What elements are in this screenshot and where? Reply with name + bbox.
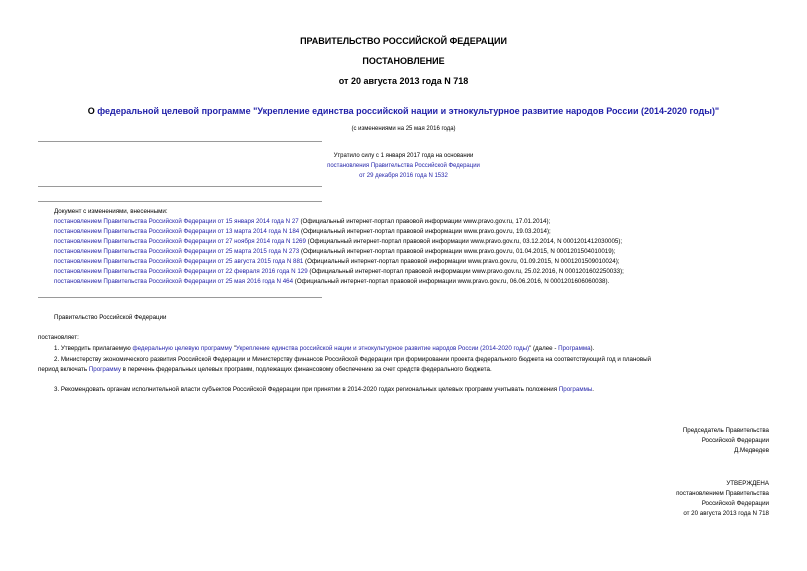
approval-block bbox=[676, 479, 769, 519]
amendment-source: (Официальный интернет-портал правовой информации www.pravo.gov.ru, 19.03.2014); bbox=[299, 228, 551, 235]
amendment-item bbox=[54, 257, 624, 267]
amendment-source: (Официальный интернет-портал правовой информации www.pravo.gov.ru, 01.04.2015, N 0001201504010019); bbox=[299, 248, 616, 255]
amendment-item bbox=[54, 247, 624, 257]
paragraph-1 bbox=[54, 344, 594, 354]
divider bbox=[38, 186, 322, 187]
amendment-source: (Официальный интернет-портал правовой информации www.pravo.gov.ru, 17.01.2014); bbox=[298, 218, 551, 225]
signature-block bbox=[683, 426, 769, 456]
p1-text: ). bbox=[590, 345, 595, 352]
amendment-source: (Официальный интернет-портал правовой информации www.pravo.gov.ru, 25.02.2016, N 0001201602250033); bbox=[307, 268, 624, 275]
decrees-word: постановляет: bbox=[38, 334, 79, 341]
amendment-decree-link[interactable]: постановлением Правительства Российской Федерации от 25 марта 2015 года N 273 bbox=[54, 248, 300, 255]
approval-word: УТВЕРЖДЕНА bbox=[726, 480, 769, 487]
signature-title: Председатель Правительства bbox=[682, 427, 769, 434]
signature-name: Д.Медведев bbox=[734, 447, 769, 454]
changes-note: (с изменениями на 25 мая 2016 года) bbox=[351, 126, 456, 132]
amendments-list bbox=[54, 217, 624, 287]
expired-notice: Утратило силу с 1 января 2017 года на основании bbox=[333, 153, 474, 159]
p2-text: период включать bbox=[38, 366, 89, 373]
amendment-item bbox=[54, 277, 624, 287]
title-prefix: О bbox=[87, 106, 98, 116]
p3-text: . bbox=[592, 386, 595, 393]
expired-decree-link[interactable]: постановления Правительства Российской Федерации bbox=[327, 163, 480, 169]
p1-text: " bbox=[231, 345, 236, 352]
amendment-item bbox=[54, 217, 624, 227]
amendment-decree-link[interactable]: постановлением Правительства Российской Федерации от 25 мая 2016 года N 464 bbox=[54, 278, 294, 285]
paragraph-3 bbox=[54, 385, 594, 395]
amendment-source: (Официальный интернет-портал правовой информации www.pravo.gov.ru, 03.12.2014, N 0001201412030005); bbox=[305, 238, 623, 245]
approval-org: Российской Федерации bbox=[701, 500, 769, 507]
government-heading: ПРАВИТЕЛЬСТВО РОССИЙСКОЙ ФЕДЕРАЦИИ bbox=[300, 36, 507, 46]
program-ref-link[interactable]: Программы bbox=[558, 386, 593, 393]
paragraph-2-line-1: 2. Министерству экономического развития Российской Федерации и Министерству финансов Российской Федерации при формировании проекта федерального бюджета на соответствующий год и плановый bbox=[54, 356, 652, 363]
expired-decree-date-link[interactable]: от 29 декабря 2016 года N 1532 bbox=[359, 173, 448, 179]
approval-decree: постановлением Правительства bbox=[676, 490, 769, 497]
p2-text: в перечень федеральных целевых программ, подлежащих финансовому обеспечению за счет средств федерального бюджета. bbox=[120, 366, 492, 373]
amendment-source: (Официальный интернет-портал правовой информации www.pravo.gov.ru, 06.06.2016, N 0001201606060038). bbox=[293, 278, 610, 285]
program-ref-link[interactable]: Программа bbox=[558, 345, 591, 352]
program-name-link[interactable]: Укрепление единства российской нации и этнокультурное развитие народов России (2014-2020 годы) bbox=[235, 345, 530, 352]
signature-org: Российской Федерации bbox=[701, 437, 769, 444]
amendment-item bbox=[54, 237, 624, 247]
date-number-heading: от 20 августа 2013 года N 718 bbox=[338, 76, 469, 86]
divider bbox=[38, 201, 322, 202]
p3-text: 3. Рекомендовать органам исполнительной власти субъектов Российской Федерации при принятии в 2014-2020 годах региональных целевых программ учитывать положения bbox=[54, 386, 559, 393]
amendment-source: (Официальный интернет-портал правовой информации www.pravo.gov.ru, 01.09.2015, N 0001201509010024); bbox=[303, 258, 620, 265]
divider bbox=[38, 141, 322, 142]
amendment-item bbox=[54, 227, 624, 237]
document-title bbox=[0, 106, 807, 116]
p1-text: 1. Утвердить прилагаемую bbox=[54, 345, 133, 352]
program-link[interactable]: федеральную целевую программу bbox=[132, 345, 232, 352]
document-type-heading: ПОСТАНОВЛЕНИЕ bbox=[362, 56, 445, 66]
amendment-decree-link[interactable]: постановлением Правительства Российской Федерации от 13 марта 2014 года N 184 bbox=[54, 228, 300, 235]
divider bbox=[38, 297, 322, 298]
title-program-link[interactable]: федеральной целевой программе "Укрепление единства российской нации и этнокультурное развитие народов России (2014-2020 годы)" bbox=[97, 106, 720, 116]
government-subject: Правительство Российской Федерации bbox=[54, 314, 167, 321]
amendments-intro: Документ с изменениями, внесенными: bbox=[54, 208, 168, 215]
p1-text: " (далее - bbox=[529, 345, 559, 352]
amendment-item bbox=[54, 267, 624, 277]
amendment-decree-link[interactable]: постановлением Правительства Российской Федерации от 27 ноября 2014 года N 1269 bbox=[54, 238, 306, 245]
paragraph-2-line-2 bbox=[38, 365, 492, 375]
program-ref-link[interactable]: Программу bbox=[88, 366, 121, 373]
amendment-decree-link[interactable]: постановлением Правительства Российской Федерации от 22 февраля 2016 года N 129 bbox=[54, 268, 308, 275]
amendment-decree-link[interactable]: постановлением Правительства Российской Федерации от 25 августа 2015 года N 881 bbox=[54, 258, 304, 265]
approval-date: от 20 августа 2013 года N 718 bbox=[683, 510, 769, 517]
amendment-decree-link[interactable]: постановлением Правительства Российской Федерации от 15 января 2014 года N 27 bbox=[54, 218, 299, 225]
